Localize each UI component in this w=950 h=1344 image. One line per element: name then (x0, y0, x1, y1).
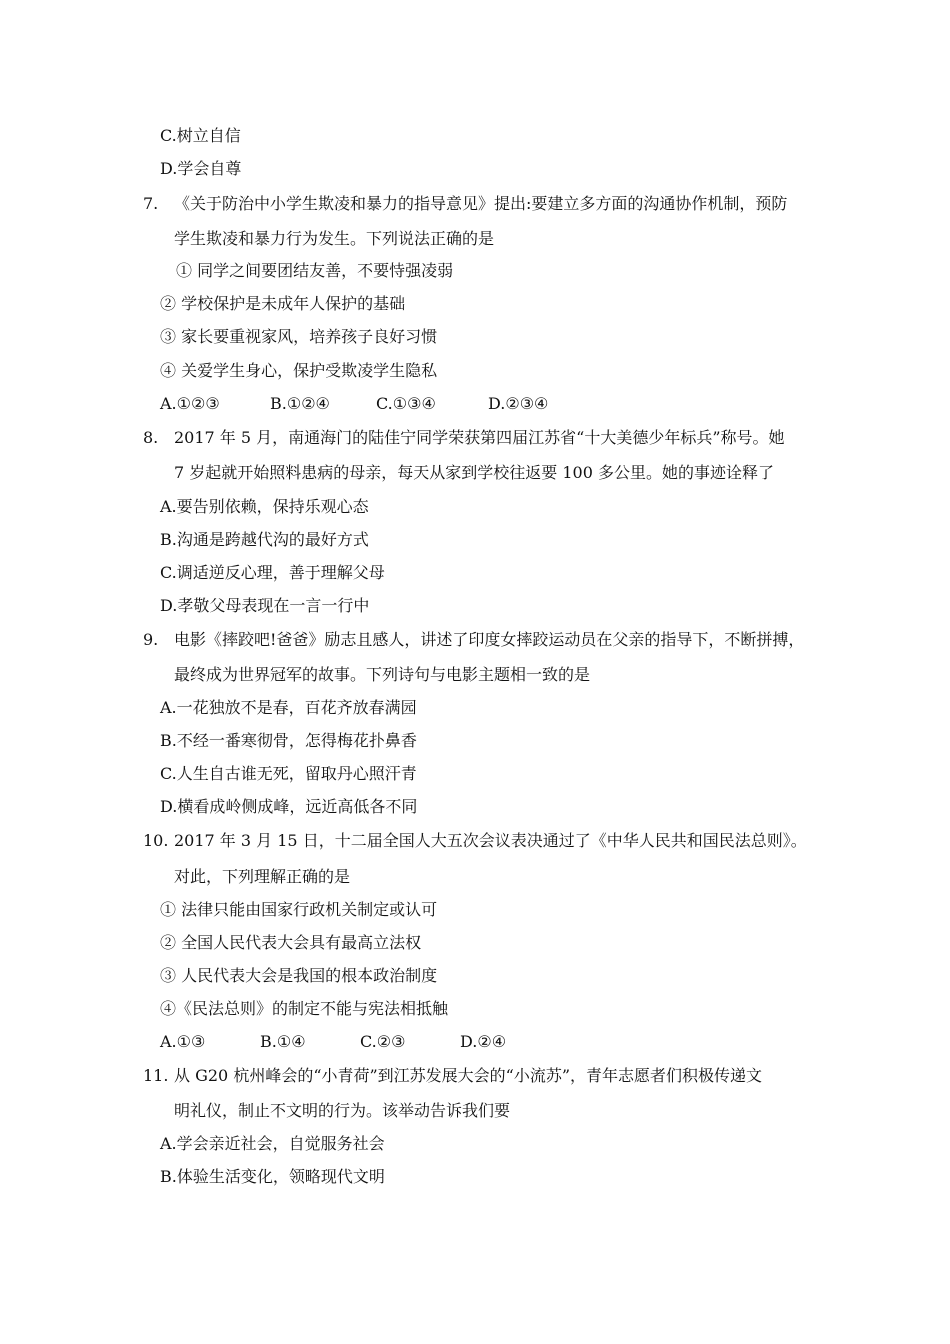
option-c: C.调适逆反心理，善于理解父母 (160, 563, 385, 582)
question-number: 7. (143, 194, 159, 213)
choice-c: C.②③ (360, 1032, 406, 1051)
question-number: 11. (143, 1066, 169, 1085)
option-d: D.孝敬父母表现在一言一行中 (160, 596, 370, 615)
statement-2: ② 全国人民代表大会具有最高立法权 (160, 933, 422, 952)
question-stem-line1: 2017 年 3 月 15 日，十二届全国人大五次会议表决通过了《中华人民共和国民法总则》。 (174, 831, 807, 850)
question-stem-line2: 7 岁起就开始照料患病的母亲，每天从家到学校往返要 100 多公里。她的事迹诠释了 (174, 463, 774, 482)
choice-d: D.②④ (460, 1032, 507, 1051)
option-b: B.不经一番寒彻骨，怎得梅花扑鼻香 (160, 731, 417, 750)
choice-d: D.②③④ (488, 394, 549, 413)
question-number: 9. (143, 630, 159, 649)
option-a: A.学会亲近社会，自觉服务社会 (160, 1134, 385, 1153)
choice-a: A.①②③ (160, 394, 220, 413)
choice-b: B.①④ (260, 1032, 306, 1051)
option-c: C.人生自古谁无死，留取丹心照汗青 (160, 764, 417, 783)
statement-3: ③ 家长要重视家风，培养孩子良好习惯 (160, 327, 438, 346)
option-b: B.体验生活变化，领略现代文明 (160, 1167, 385, 1186)
prev-option-c: C.树立自信 (160, 126, 241, 145)
question-stem-line2: 学生欺凌和暴力行为发生。下列说法正确的是 (174, 229, 495, 248)
option-a: A.一花独放不是春，百花齐放春满园 (160, 698, 417, 717)
prev-option-d: D.学会自尊 (160, 159, 242, 178)
statement-2: ② 学校保护是未成年人保护的基础 (160, 294, 406, 313)
option-d: D.横看成岭侧成峰，远近高低各不同 (160, 797, 418, 816)
question-stem-line1: 从 G20 杭州峰会的“小青荷”到江苏发展大会的“小流苏”，青年志愿者们积极传递文 (174, 1066, 763, 1085)
option-a: A.要告别依赖，保持乐观心态 (160, 497, 369, 516)
statement-1: ① 法律只能由国家行政机关制定或认可 (160, 900, 438, 919)
choice-b: B.①②④ (270, 394, 330, 413)
option-b: B.沟通是跨越代沟的最好方式 (160, 530, 369, 549)
question-stem-line1: 电影《摔跤吧!爸爸》励志且感人，讲述了印度女摔跤运动员在父亲的指导下，不断拼搏， (174, 630, 805, 649)
statement-4: ④《民法总则》的制定不能与宪法相抵触 (160, 999, 449, 1018)
statement-3: ③ 人民代表大会是我国的根本政治制度 (160, 966, 438, 985)
question-stem-line1: 《关于防治中小学生欺凌和暴力的指导意见》提出:要建立多方面的沟通协作机制，预防 (174, 194, 788, 213)
question-number: 8. (143, 428, 159, 447)
question-stem-line2: 明礼仪，制止不文明的行为。该举动告诉我们要 (174, 1101, 511, 1120)
question-stem-line2: 对此，下列理解正确的是 (174, 867, 351, 886)
question-stem-line2: 最终成为世界冠军的故事。下列诗句与电影主题相一致的是 (174, 665, 591, 684)
question-stem-line1: 2017 年 5 月，南通海门的陆佳宁同学荣获第四届江苏省“十大美德少年标兵”称号。她 (174, 428, 785, 447)
statement-4: ④ 关爱学生身心，保护受欺凌学生隐私 (160, 361, 438, 380)
question-number: 10. (143, 831, 169, 850)
statement-1: ① 同学之间要团结友善，不要恃强凌弱 (176, 261, 454, 280)
choice-a: A.①③ (160, 1032, 206, 1051)
choice-c: C.①③④ (376, 394, 436, 413)
